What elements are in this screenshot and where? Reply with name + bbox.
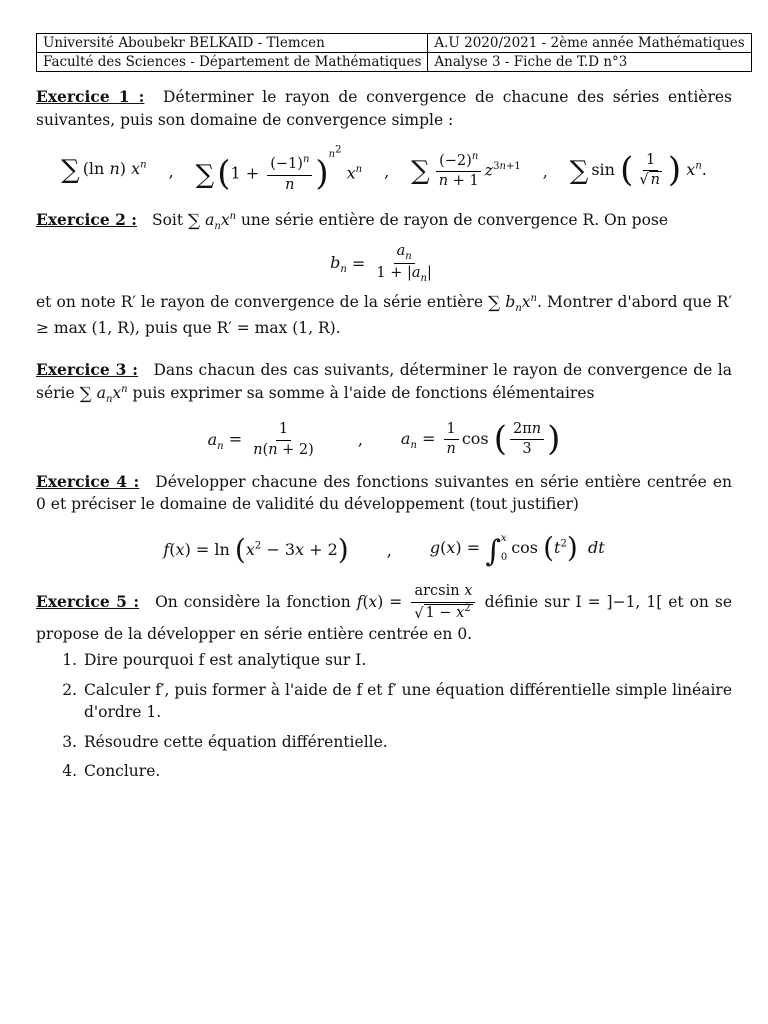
case-1: $a_n$ = $\frac{1}{n(n + 2)}$	[207, 421, 314, 458]
exercise-2-text-before: Soit	[151, 210, 184, 229]
exercise-2: Exercice 2 : Soit ∑ $a_nx^n$ une série entière de rayon de convergence R. On pose	[36, 209, 669, 233]
exercise-5: Exercice 5 : On considère la fonction f(x) = $\frac{\text{arcsin x}}{√ 1 - x^2}$ définie sur I = ]−1, 1[ et on se propose de la développer en série entière centrée en 0.	[36, 583, 732, 643]
function-g: g(x) = ∫ x 0 $\cos (t^2)$ dt	[429, 530, 605, 569]
exercise-4	[36, 471, 732, 516]
list-item: 2. Calculer f′, puis former à l'aide de f et f′ une équation différentielle simple linéaire d'ordre 1.	[82, 679, 732, 724]
exercise-4-text: Développer chacune des fonctions suivantes en série entière centrée en 0 et préciser le domaine de validité du développement (tout justifier)	[36, 472, 732, 514]
series-1: ∑ (ln n) $x^n$	[61, 155, 147, 186]
exercise-1-title: Exercice 1 :	[36, 87, 145, 107]
list-item: 4. Conclure.	[82, 760, 732, 782]
exercise-3-text-after: puis exprimer sa somme à l'aide de fonctions élémentaires	[132, 383, 595, 402]
exercise-3: Exercice 3 : Dans chacun des cas suivants, déterminer le rayon de convergence de la série ∑ $a_nx^n$ puis exprimer sa somme à l'aide de fonctions élémentaires	[36, 360, 732, 405]
header-sheet: Analyse 3 - Fiche de T.D n°3	[428, 53, 751, 72]
list-item: 3. Résoudre cette équation différentielle.	[82, 731, 732, 753]
exercise-2-text2: et on note R′ le rayon de convergence de la série entière	[36, 293, 484, 312]
exercise-1-series: ∑ (ln n) $x^n$ , ∑(1 + $\frac{(-1)^n}{n}$ )$^{n^2}$ $x^n$ , ∑ $\frac{(-2)^n}{n + 1}$ $z^{3n+1}$ , ∑ sin ( $\frac{1}{√ n}$ ) $x^n$.	[36, 143, 732, 199]
exercise-5-questions	[36, 649, 732, 782]
exercise-1-text: Déterminer le rayon de convergence de chacune des séries entières suivantes, puis son domaine de convergence simple :	[36, 88, 732, 129]
exercise-5-text-before: On considère la fonction	[155, 592, 351, 611]
exercise-5-title: Exercice 5 :	[36, 591, 140, 611]
exercise-2-text3: . Montrer d'abord que R′ ≥ max (1, R), puis que R′ = max (1, R).	[36, 293, 732, 337]
header-university: Université Aboubekr BELKAID - Tlemcen	[37, 34, 428, 53]
exercise-2-text-after: une série entière de rayon de convergence R. On pose	[240, 210, 669, 229]
exercise-2-continued: et on note R′ le rayon de convergence de la série entière ∑ $b_nx^n$. Montrer d'abord que R′ ≥ max (1, R), puis que R′ = max (1, R).	[36, 293, 732, 337]
series-4: ∑ sin ( $\frac{1}{√ n}$ ) $x^n$.	[569, 150, 707, 191]
td-sheet	[36, 33, 745, 790]
exercise-2-bn-formula: $b_n$ = $\frac{a_n}{1 + |a_n|}$	[330, 242, 432, 285]
exercise-4-functions: $f(x) = \ln (x^2 - 3x + 2)$ , g(x) = ∫ x 0 $\cos (t^2)$ dt	[36, 528, 732, 574]
list-item: 1. Dire pourquoi f est analytique sur I.	[82, 649, 732, 671]
function-f: $f(x) = \ln (x^2 - 3x + 2)$	[163, 533, 349, 567]
case-2: $a_n$ = $\frac{1}{n}$ cos ( $\frac{2\pi n}{3}$ )	[400, 419, 561, 460]
exercise-3-text-before: Dans chacun des cas suivants, déterminer le rayon de convergence de la série	[36, 361, 732, 402]
header-faculty: Faculté des Sciences - Département de Mathématiques	[37, 53, 428, 72]
exercise-4-title: Exercice 4 :	[36, 471, 140, 491]
series-2: ∑(1 + $\frac{(-1)^n}{n}$ )$^{n^2}$ $x^n$	[195, 144, 363, 194]
exercise-3-title: Exercice 3 :	[36, 360, 139, 380]
header-table	[36, 33, 752, 72]
header-year: A.U 2020/2021 - 2ème année Mathématiques	[428, 34, 751, 53]
exercise-5-text-after: définie sur I = ]−1, 1[ et on se propose de la développer en série entière centrée en 0.	[36, 592, 732, 643]
exercise-1	[36, 86, 732, 131]
exercise-2-title: Exercice 2 :	[36, 209, 138, 229]
exercise-3-cases: $a_n$ = $\frac{1}{n(n + 2)}$ , $a_n$ = $\frac{1}{n}$ cos ( $\frac{2\pi n}{3}$ )	[36, 415, 732, 464]
series-3: ∑ $\frac{(-2)^n}{n + 1}$ $z^{3n+1}$	[411, 151, 521, 190]
